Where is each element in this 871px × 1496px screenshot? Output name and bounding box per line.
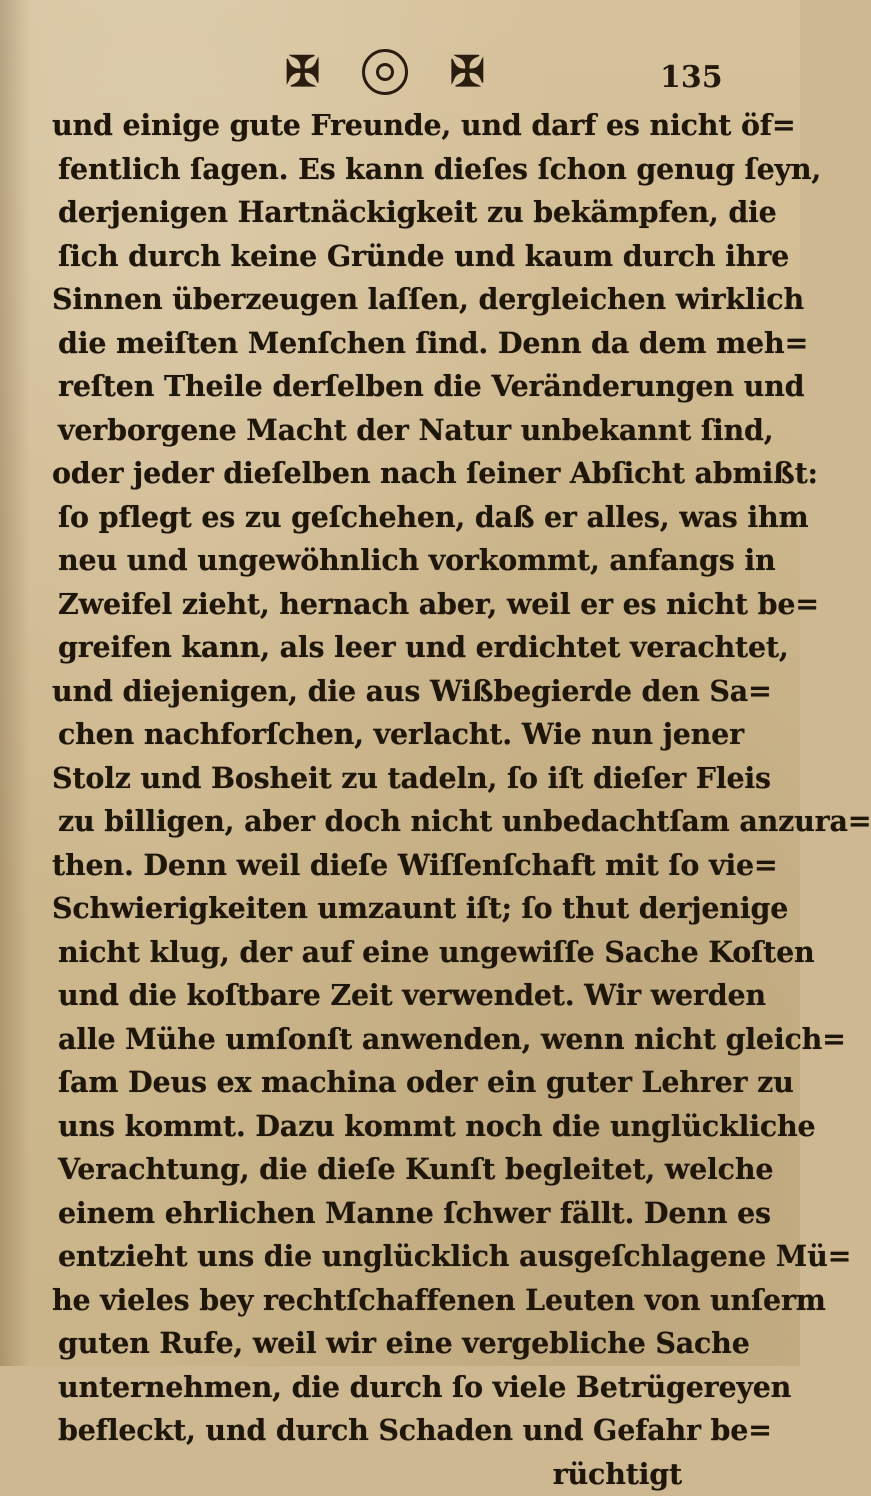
text-line: uns kommt. Dazu kommt noch die unglückliche xyxy=(52,1105,742,1149)
text-line: befleckt, und durch Schaden und Gefahr be= xyxy=(52,1409,742,1453)
text-line: Zweifel zieht, hernach aber, weil er es nicht be= xyxy=(52,583,742,627)
page-header xyxy=(0,42,800,102)
text-line: alle Mühe umſonſt anwenden, wenn nicht gleich= xyxy=(52,1018,742,1062)
text-line: then. Denn weil dieſe Wiſſenſchaft mit ſo vie= xyxy=(52,844,742,888)
text-line: neu und ungewöhnlich vorkommt, anfangs in xyxy=(52,539,742,583)
text-line: guten Rufe, weil wir eine vergebliche Sache xyxy=(52,1322,742,1366)
text-line: fentlich ſagen. Es kann dieſes ſchon genug ſeyn, xyxy=(52,148,742,192)
text-line: und diejenigen, die aus Wißbegierde den Sa= xyxy=(52,670,742,714)
text-line: oder jeder dieſelben nach ſeiner Abſicht abmißt: xyxy=(52,452,742,496)
text-line: ſo pflegt es zu geſchehen, daß er alles, was ihm xyxy=(52,496,742,540)
text-line: verborgene Macht der Natur unbekannt ſind, xyxy=(52,409,742,453)
text-line: Verachtung, die dieſe Kunſt begleitet, welche xyxy=(52,1148,742,1192)
rose-icon xyxy=(362,49,408,95)
text-line: entzieht uns die unglücklich ausgeſchlagene Mü= xyxy=(52,1235,742,1279)
text-line: zu billigen, aber doch nicht unbedachtſam anzura= xyxy=(52,800,742,844)
cross-icon: ✠ xyxy=(285,51,320,93)
text-line: ſam Deus ex machina oder ein guter Lehrer zu xyxy=(52,1061,742,1105)
text-line: nicht klug, der auf eine ungewiſſe Sache Koſten xyxy=(52,931,742,975)
catchword: rüchtigt xyxy=(52,1453,742,1496)
cross-icon: ✠ xyxy=(450,51,485,93)
text-line: einem ehrlichen Manne ſchwer fällt. Denn es xyxy=(52,1192,742,1236)
text-line: Schwierigkeiten umzaunt iſt; ſo thut derjenige xyxy=(52,887,742,931)
text-line: unternehmen, die durch ſo viele Betrügereyen xyxy=(52,1366,742,1410)
header-ornament xyxy=(285,46,485,98)
text-line: reſten Theile derſelben die Veränderungen und xyxy=(52,365,742,409)
text-line: greifen kann, als leer und erdichtet verachtet, xyxy=(52,626,742,670)
text-line: und die koſtbare Zeit verwendet. Wir werden xyxy=(52,974,742,1018)
text-line: ſich durch keine Gründe und kaum durch ihre xyxy=(52,235,742,279)
text-line: chen nachforſchen, verlacht. Wie nun jener xyxy=(52,713,742,757)
text-line: die meiſten Menſchen ſind. Denn da dem meh= xyxy=(52,322,742,366)
text-line: und einige gute Freunde, und darf es nicht öf= xyxy=(52,104,742,148)
text-line: Stolz und Bosheit zu tadeln, ſo iſt dieſer Fleis xyxy=(52,757,742,801)
text-line: Sinnen überzeugen laſſen, dergleichen wirklich xyxy=(52,278,742,322)
page-number: 135 xyxy=(660,60,723,95)
text-line: he vieles bey rechtſchaffenen Leuten von unſerm xyxy=(52,1279,742,1323)
text-line: derjenigen Hartnäckigkeit zu bekämpfen, die xyxy=(52,191,742,235)
body-text xyxy=(52,104,742,1496)
